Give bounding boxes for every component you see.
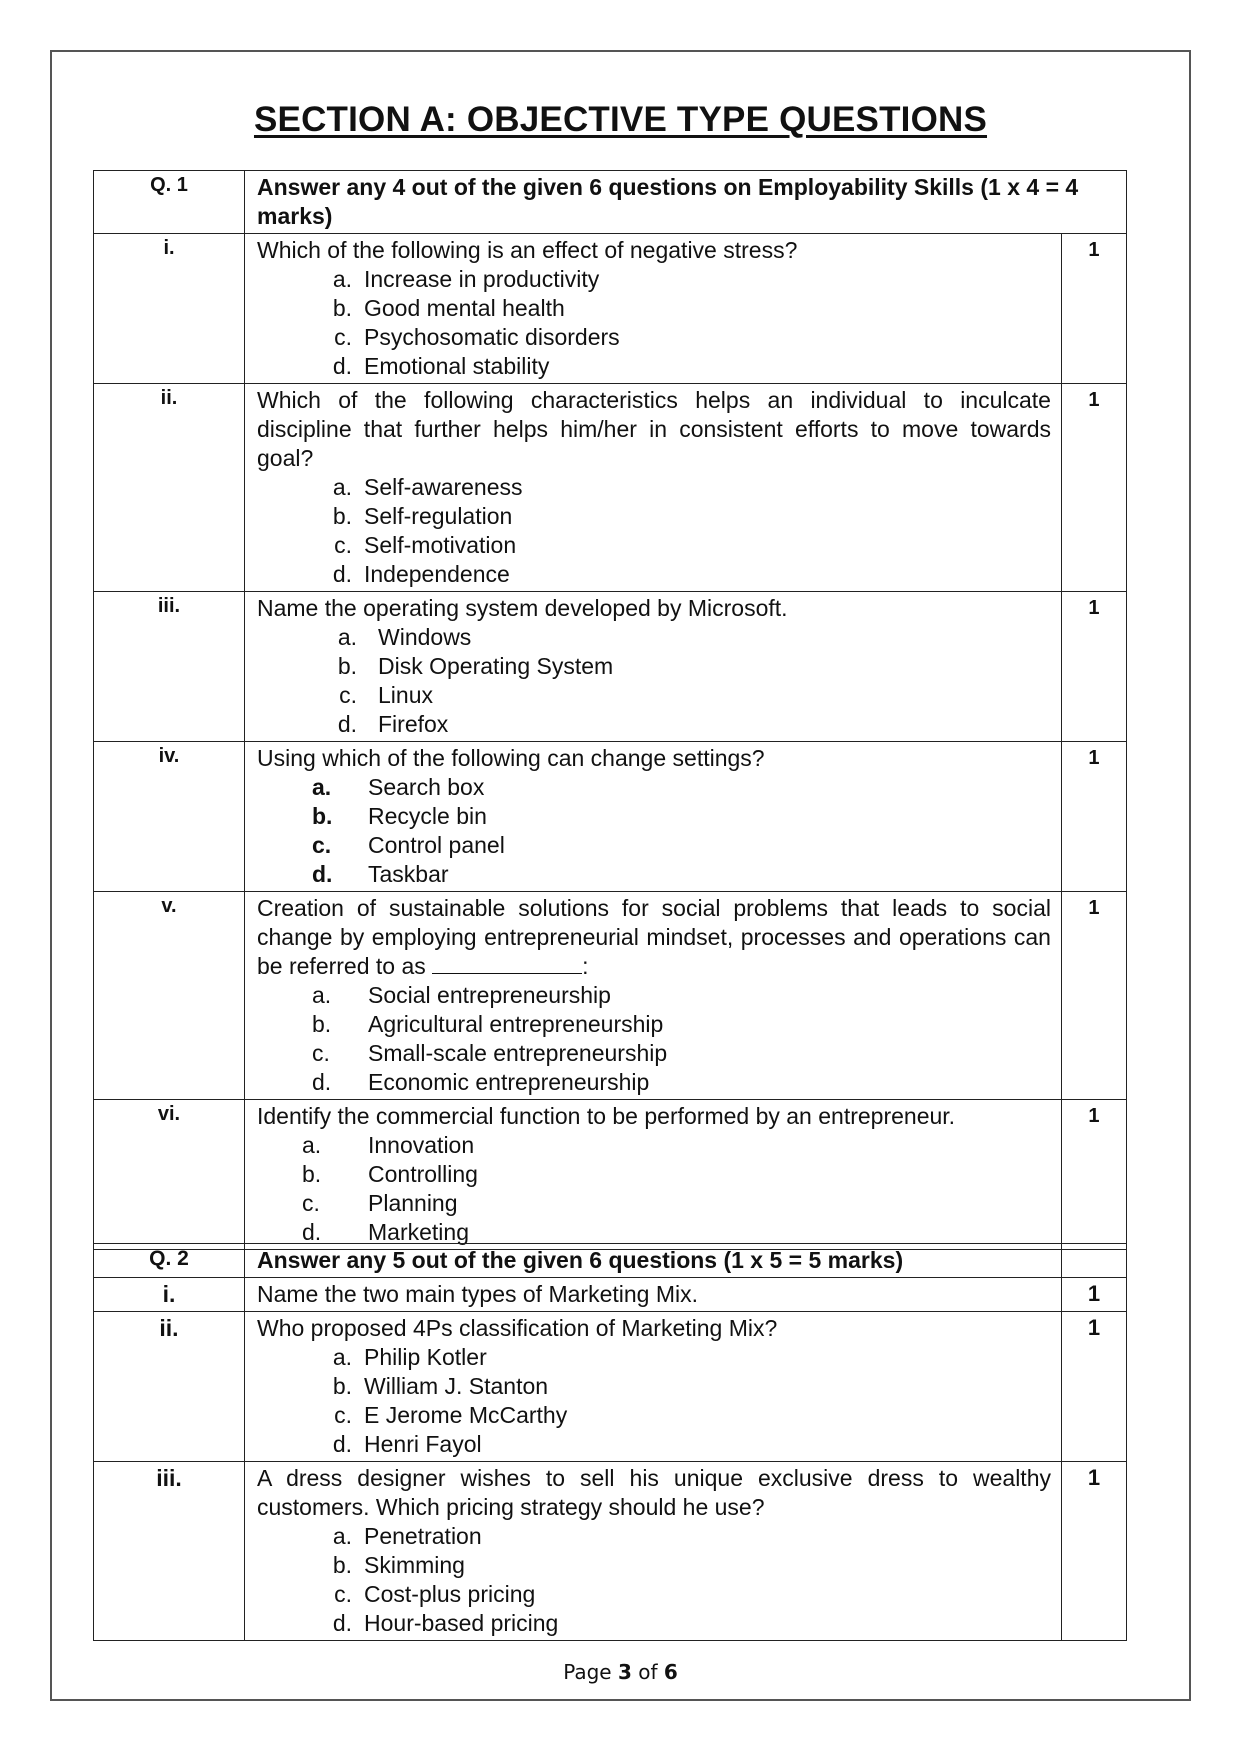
item-marks: 1	[1061, 892, 1126, 1100]
item-body	[245, 1312, 1062, 1462]
option-letter: c.	[302, 1190, 320, 1216]
option-letter: b.	[332, 1373, 352, 1399]
option-text: William J. Stanton	[364, 1373, 549, 1399]
item-question-text: Using which of the following can change settings?	[257, 745, 765, 771]
option-letter: a.	[332, 1523, 352, 1549]
question-item-row	[94, 892, 1127, 1100]
option-letter: d.	[312, 1069, 332, 1095]
item-marks: 1	[1062, 1312, 1127, 1462]
item-number: iii.	[94, 1462, 245, 1641]
option-text: Marketing	[368, 1219, 469, 1245]
option-letter: d.	[302, 1219, 322, 1245]
option-item	[322, 681, 1051, 710]
option-item	[302, 1039, 1051, 1068]
option-item	[322, 473, 1051, 502]
option-text: Hour-based pricing	[364, 1610, 559, 1636]
question-2-heading	[245, 1244, 1062, 1278]
option-letter: a.	[332, 1344, 352, 1370]
option-item	[292, 1160, 1051, 1189]
option-item	[322, 1343, 1051, 1372]
option-letter: c.	[312, 1040, 330, 1066]
heading-marks-cell	[1062, 1244, 1127, 1278]
option-letter: d.	[332, 353, 352, 379]
of-label: of	[638, 1660, 658, 1684]
option-item	[302, 773, 1051, 802]
option-text: Henri Fayol	[364, 1431, 482, 1457]
item-number: ii.	[94, 1312, 245, 1462]
option-item	[322, 294, 1051, 323]
option-letter: c.	[339, 682, 357, 708]
option-letter: b.	[332, 503, 352, 529]
option-item	[322, 1430, 1051, 1459]
question-text-suffix: :	[582, 953, 589, 979]
item-body	[245, 592, 1062, 742]
option-item	[322, 323, 1051, 352]
item-marks: 1	[1062, 1462, 1127, 1641]
item-question-text: Who proposed 4Ps classification of Marketing Mix?	[257, 1315, 778, 1341]
option-letter: b.	[337, 653, 357, 679]
page-footer	[0, 1660, 1241, 1684]
total-pages: 6	[663, 1660, 678, 1684]
question-heading-text: Answer any 5 out of the given 6 questions (1 x 5 = 5 marks)	[257, 1247, 904, 1273]
option-text: Self-motivation	[364, 532, 517, 558]
question-heading-text: Answer any 4 out of the given 6 questions on Employability Skills (1 x 4 = 4 marks)	[257, 174, 1079, 229]
item-body	[245, 234, 1062, 384]
item-number: v.	[94, 892, 245, 1100]
option-letter: c.	[334, 1402, 352, 1428]
option-letter: b.	[312, 803, 333, 829]
item-question-text	[257, 894, 1051, 981]
option-letter: a.	[312, 774, 332, 800]
question-text-main: Creation of sustainable solutions for social problems that leads to social change by employing entrepreneurial mindset, processes and operations can be referred to as	[257, 895, 1051, 979]
option-text: Recycle bin	[368, 803, 487, 829]
option-letter: b.	[332, 295, 352, 321]
option-letter: a.	[337, 624, 357, 650]
question-item-row	[94, 234, 1127, 384]
question-item-row	[94, 1100, 1127, 1250]
item-question-text: Which of the following is an effect of negative stress?	[257, 237, 798, 263]
question-1-heading	[245, 171, 1127, 234]
option-text: Philip Kotler	[364, 1344, 487, 1370]
item-question-text: Identify the commercial function to be performed by an entrepreneur.	[257, 1103, 956, 1129]
question-item-row	[94, 1312, 1127, 1462]
option-item	[302, 860, 1051, 889]
option-text: Control panel	[368, 832, 505, 858]
option-item	[292, 1189, 1051, 1218]
question-item-row	[94, 592, 1127, 742]
item-body	[245, 1100, 1062, 1250]
option-text: Emotional stability	[364, 353, 550, 379]
question-1-table	[93, 170, 1127, 1250]
option-text: Firefox	[378, 711, 449, 737]
option-letter: d.	[332, 561, 352, 587]
item-question-text: A dress designer wishes to sell his unique exclusive dress to wealthy customers. Which pricing strategy should he use?	[257, 1465, 1051, 1520]
option-text: Disk Operating System	[378, 653, 614, 679]
option-item	[322, 652, 1051, 681]
item-number: iii.	[94, 592, 245, 742]
option-text: Increase in productivity	[364, 266, 600, 292]
option-text: Good mental health	[364, 295, 565, 321]
option-item	[322, 623, 1051, 652]
option-letter: c.	[334, 324, 352, 350]
option-list	[257, 473, 1051, 589]
option-text: Economic entrepreneurship	[368, 1069, 650, 1095]
option-item	[302, 831, 1051, 860]
item-marks: 1	[1061, 592, 1126, 742]
option-letter: a.	[302, 1132, 322, 1158]
page-label: Page	[563, 1660, 612, 1684]
option-item	[322, 710, 1051, 739]
option-text: Cost-plus pricing	[364, 1581, 536, 1607]
option-item	[322, 1580, 1051, 1609]
option-list	[257, 623, 1051, 739]
option-letter: c.	[334, 532, 352, 558]
option-letter: d.	[332, 1610, 352, 1636]
item-question-text: Name the operating system developed by Microsoft.	[257, 595, 788, 621]
question-item-row	[94, 1278, 1127, 1312]
option-letter: d.	[337, 711, 357, 737]
option-item	[322, 531, 1051, 560]
item-number: i.	[94, 1278, 245, 1312]
question-item-row	[94, 1462, 1127, 1641]
option-letter: c.	[334, 1581, 352, 1607]
option-item	[322, 1609, 1051, 1638]
section-title: SECTION A: OBJECTIVE TYPE QUESTIONS	[253, 100, 988, 139]
option-letter: a.	[332, 474, 352, 500]
option-text: Small-scale entrepreneurship	[368, 1040, 668, 1066]
option-item	[302, 981, 1051, 1010]
option-text: Skimming	[364, 1552, 465, 1578]
item-question-text: Name the two main types of Marketing Mix.	[257, 1281, 698, 1307]
option-text: Penetration	[364, 1523, 482, 1549]
option-item	[322, 1522, 1051, 1551]
question-1-header-row	[94, 171, 1127, 234]
option-text: Linux	[378, 682, 433, 708]
option-text: Controlling	[368, 1161, 478, 1187]
question-2-table	[93, 1243, 1127, 1641]
option-item	[322, 1551, 1051, 1580]
item-number: ii.	[94, 384, 245, 592]
option-text: Agricultural entrepreneurship	[368, 1011, 664, 1037]
option-text: Planning	[368, 1190, 458, 1216]
item-number: i.	[94, 234, 245, 384]
option-text: Windows	[378, 624, 472, 650]
option-item	[322, 1372, 1051, 1401]
item-body	[245, 1462, 1062, 1641]
item-marks: 1	[1061, 234, 1126, 384]
option-item	[302, 802, 1051, 831]
option-letter: a.	[312, 982, 332, 1008]
option-item	[322, 352, 1051, 381]
option-letter: b.	[312, 1011, 332, 1037]
option-list	[257, 981, 1051, 1097]
option-list	[257, 773, 1051, 889]
current-page-number: 3	[617, 1660, 632, 1684]
fill-in-blank	[432, 953, 582, 974]
option-letter: c.	[312, 832, 332, 858]
option-item	[322, 1401, 1051, 1430]
option-letter: a.	[332, 266, 352, 292]
option-item	[322, 560, 1051, 589]
item-marks: 1	[1061, 742, 1126, 892]
question-item-row	[94, 742, 1127, 892]
question-number: Q. 1	[94, 171, 245, 234]
option-text: Taskbar	[368, 861, 449, 887]
option-text: Social entrepreneurship	[368, 982, 611, 1008]
option-list	[257, 1522, 1051, 1638]
option-text: Innovation	[368, 1132, 475, 1158]
option-letter: d.	[332, 1431, 352, 1457]
item-body	[245, 384, 1062, 592]
option-item	[322, 502, 1051, 531]
item-marks: 1	[1061, 1100, 1126, 1250]
item-question-text: Which of the following characteristics helps an individual to inculcate discipline that further helps him/her in consistent efforts to move towards goal?	[257, 387, 1051, 471]
option-text: Psychosomatic disorders	[364, 324, 620, 350]
option-letter: b.	[302, 1161, 322, 1187]
option-list	[257, 1131, 1051, 1247]
item-marks: 1	[1061, 384, 1126, 592]
question-number: Q. 2	[94, 1244, 245, 1278]
option-text: Independence	[364, 561, 510, 587]
question-2-header-row	[94, 1244, 1127, 1278]
item-body	[245, 742, 1062, 892]
item-marks: 1	[1062, 1278, 1127, 1312]
item-number: iv.	[94, 742, 245, 892]
option-item	[302, 1010, 1051, 1039]
option-text: Self-regulation	[364, 503, 513, 529]
option-text: Search box	[368, 774, 485, 800]
option-list	[257, 1343, 1051, 1459]
question-item-row	[94, 384, 1127, 592]
option-text: E Jerome McCarthy	[364, 1402, 568, 1428]
option-list	[257, 265, 1051, 381]
option-text: Self-awareness	[364, 474, 523, 500]
option-item	[302, 1068, 1051, 1097]
item-number: vi.	[94, 1100, 245, 1250]
option-letter: b.	[332, 1552, 352, 1578]
option-item	[322, 265, 1051, 294]
option-letter: d.	[312, 861, 333, 887]
option-item	[292, 1131, 1051, 1160]
item-body	[245, 1278, 1062, 1312]
item-body	[245, 892, 1062, 1100]
